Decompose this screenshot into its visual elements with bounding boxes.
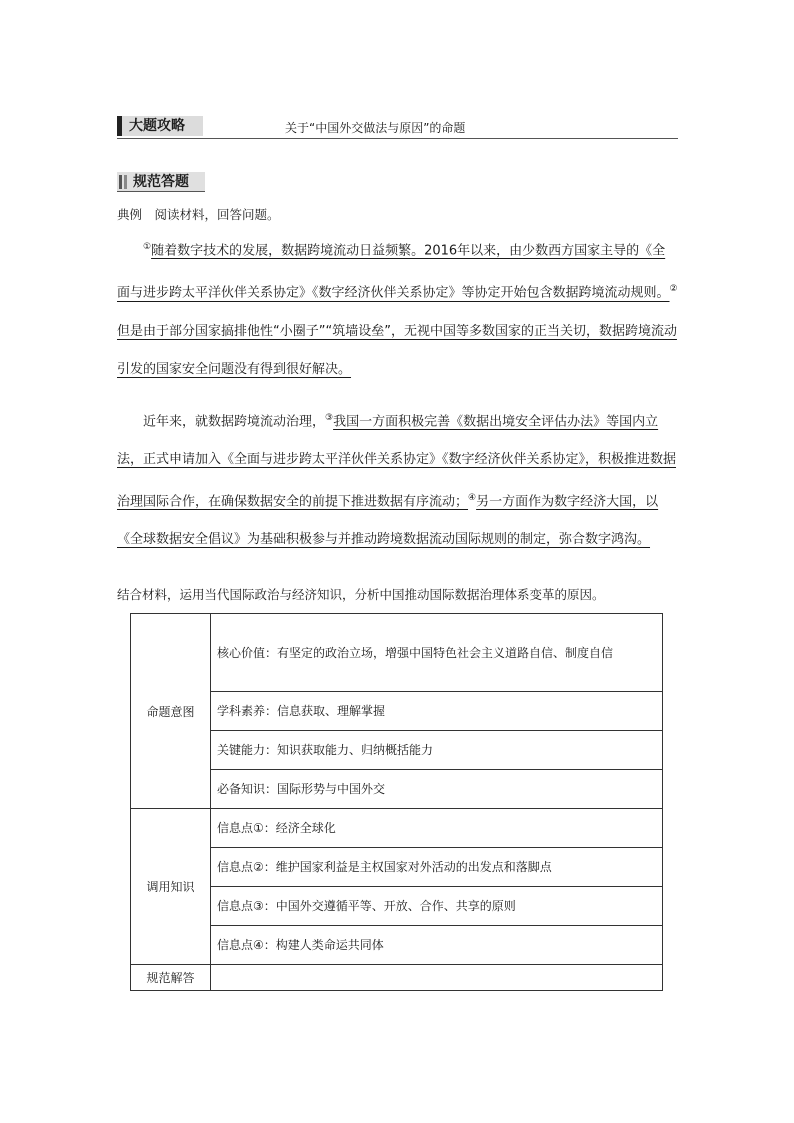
tag-bar-icon: [119, 175, 122, 189]
example-intro: 典例 阅读材料，回答问题。: [117, 207, 280, 222]
table-row: [131, 887, 663, 926]
intent-row-3: 关键能力：知识获取能力、归纳概括能力: [211, 731, 663, 770]
sentence-4: 另一方面作为数字经济大国，以《全球数据安全倡议》为基础积极参与并推动跨境数据流动国际规则的制定，弥合数字鸿沟。: [117, 494, 659, 548]
marker-1: ①: [143, 242, 152, 252]
sentence-3: 我国一方面积极完善《数据出境安全评估办法》等国内立法，正式申请加入《全面与进步跨太平洋伙伴关系协定》《数字经济伙伴关系协定》，积极推进数据治理国际合作，在确保数据安全的前提下推进数据有序流动；: [117, 413, 677, 510]
section-tag: 大题攻略: [117, 116, 203, 136]
answer-cell: [211, 965, 663, 991]
marker-2: ②: [669, 284, 678, 295]
table-row: [131, 926, 663, 965]
table-row: [131, 770, 663, 809]
marker-4: ④: [468, 492, 477, 503]
answer-label: 规范解答: [131, 965, 211, 991]
material-text: [117, 228, 678, 559]
section-title: 关于“中国外交做法与原因”的命题: [285, 121, 466, 135]
section-header: [117, 116, 678, 139]
intent-row-2: 学科素养：信息获取、理解掌握: [211, 692, 663, 731]
table-row: [131, 692, 663, 731]
marker-3: ③: [325, 412, 334, 423]
table-row: [131, 614, 663, 692]
analysis-table: [130, 613, 663, 991]
subsection-label: 规范答题: [133, 174, 189, 190]
knowledge-row-2: 信息点②：维护国家利益是主权国家对外活动的出发点和落脚点: [211, 848, 663, 887]
table-row: [131, 848, 663, 887]
table-row: [131, 809, 663, 848]
subsection-tag: [117, 172, 205, 192]
question-text: 结合材料，运用当代国际政治与经济知识，分析中国推动国际数据治理体系变革的原因。: [117, 587, 605, 602]
sentence-1: 随着数字技术的发展，数据跨境流动日益频繁。2016年以来，由少数西方国家主导的《全面与进步跨太平洋伙伴关系协定》《数字经济伙伴关系协定》等协定开始包含数据跨境流动规则。: [117, 243, 670, 301]
material-paragraph-2: [117, 399, 678, 560]
knowledge-label: 调用知识: [131, 809, 211, 965]
table-row: [131, 731, 663, 770]
sentence-2: 但是由于部分国家搞排他性“小圈子”“筑墙设垒”，无视中国等多数国家的正当关切，数据跨境流动引发的国家安全问题没有得到很好解决。: [117, 323, 677, 377]
material-paragraph-1: [117, 228, 678, 389]
intent-row-1: 核心价值：有坚定的政治立场，增强中国特色社会主义道路自信、制度自信: [211, 614, 663, 692]
table-row: [131, 965, 663, 991]
intent-row-4: 必备知识：国际形势与中国外交: [211, 770, 663, 809]
intent-label: 命题意图: [131, 614, 211, 809]
knowledge-row-1: 信息点①：经济全球化: [211, 809, 663, 848]
knowledge-row-4: 信息点④：构建人类命运共同体: [211, 926, 663, 965]
tag-bar-icon-2: [124, 175, 127, 189]
knowledge-row-3: 信息点③：中国外交遵循平等、开放、合作、共享的原则: [211, 887, 663, 926]
paragraph-2-lead: 近年来，就数据跨境流动治理，: [143, 413, 326, 429]
